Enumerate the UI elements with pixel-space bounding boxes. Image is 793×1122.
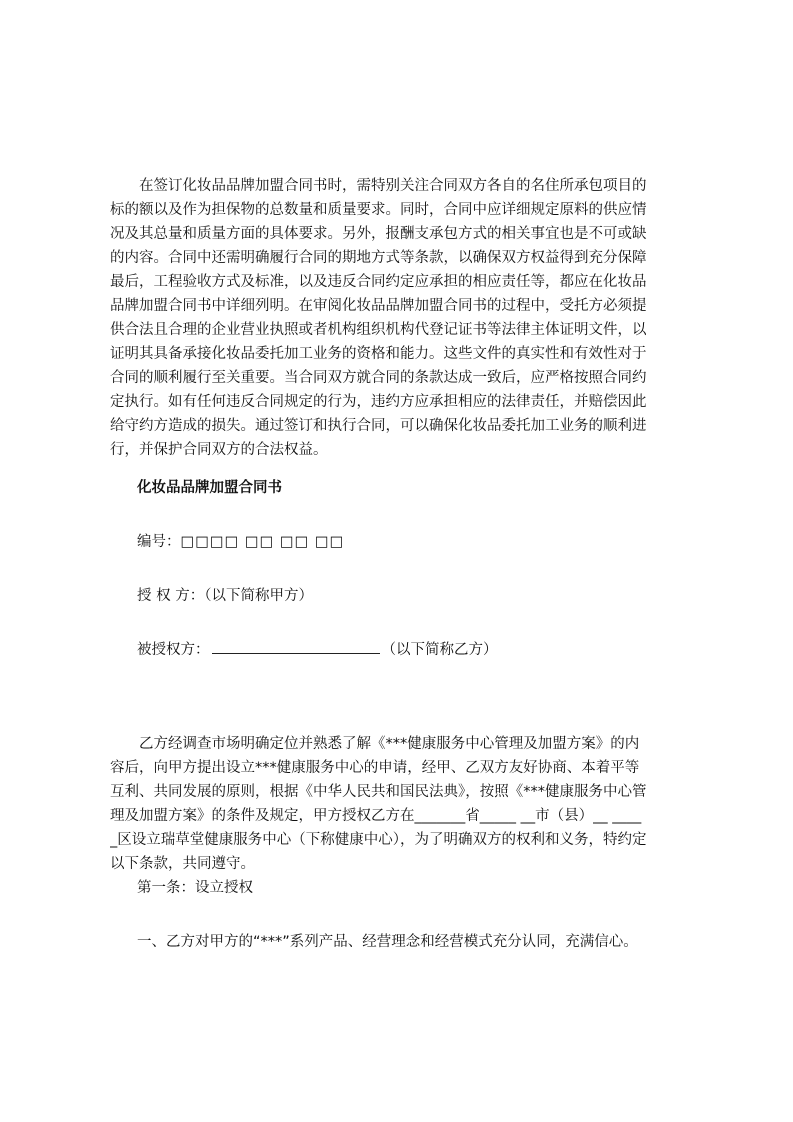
intro-line: 给守约方造成的损失。通过签订和执行合同，可以确保化妆品委托加工业务的顺利进: [110, 418, 647, 434]
intro-line: 定执行。如有任何违反合同规定的行为，违约方应承担相应的法律责任，并赔偿因此: [110, 394, 647, 410]
intro-line: 品牌加盟合同书中详细列明。在审阅化妆品品牌加盟合同书的过程中，受托方必须提: [110, 298, 647, 314]
grantor-line: [137, 584, 313, 605]
intro-line: 的内容。合同中还需明确履行合同的期地方式等条款，以确保双方权益得到充分保障: [110, 250, 647, 266]
body-line: 容后，向甲方提出设立***健康服务中心的申请，经甲、乙双方友好协商、本着平等: [110, 760, 640, 776]
intro-line: 证明其具备承接化妆品委托加工业务的资格和能力。这些文件的真实性和有效性对于: [110, 346, 647, 362]
article-1-item-1: 一、乙方对甲方的“***”系列产品、经营理念和经营模式充分认同，充满信心。: [137, 934, 638, 950]
intro-line: 合同的顺利履行至关重要。当合同双方就合同的条款达成一致后，应严格按照合同约: [110, 370, 647, 386]
contract-title: 化妆品品牌加盟合同书: [137, 480, 282, 496]
intro-line: 况及其总量和质量方面的具体要求。另外，报酬支承包方式的相关事宜也是不可或缺: [110, 226, 647, 242]
grantor-label: 授 权 方：: [137, 588, 205, 604]
intro-line: 行，并保护合同双方的合法权益。: [110, 442, 328, 458]
grantee-blank[interactable]: [212, 639, 380, 654]
body-line: _区设立瑞草堂健康服务中心（下称健康中心），为了明确双方的权利和义务，特约定: [110, 832, 647, 848]
contract-number: [137, 530, 344, 551]
intro-text: [110, 126, 700, 510]
grantee-suffix: （以下简称乙方）: [381, 642, 498, 658]
intro-line: 供合法且合理的企业营业执照或者机构组织机构代登记证书等法律主体证明文件，以: [110, 322, 647, 338]
grantor-suffix: （以下简称甲方）: [204, 588, 313, 604]
article-1-title: 第一条：设立授权: [137, 880, 253, 896]
intro-line: 标的额以及作为担保物的总数量和质量要求。同时，合同中应详细规定原料的供应情: [110, 202, 647, 218]
intro-line: 最后，工程验收方式及标准，以及违反合同约定应承担的相应责任等，都应在化妆品: [110, 274, 647, 290]
body-line: 互利、共同发展的原则，根据《中华人民共和国民法典》，按照《***健康服务中心管: [110, 784, 647, 800]
contract-number-label: 编号：: [137, 534, 181, 550]
contract-number-value: □□□□ □□ □□ □□: [180, 534, 345, 550]
intro-line: 在签订化妆品品牌加盟合同书时，需特别关注合同双方各自的名住所承包项目的: [110, 178, 647, 194]
body-line: 理及加盟方案》的条件及规定，甲方授权乙方在_______省_____ __市（县）__ ____: [110, 808, 642, 824]
body-line: 以下条款，共同遵守。: [110, 856, 255, 872]
grantee-line: [137, 638, 498, 659]
intro-paragraph: [110, 126, 700, 510]
body-line: 乙方经调查市场明确定位并熟悉了解《***健康服务中心管理及加盟方案》的内: [110, 736, 640, 752]
grantee-label: 被授权方：: [137, 642, 210, 658]
